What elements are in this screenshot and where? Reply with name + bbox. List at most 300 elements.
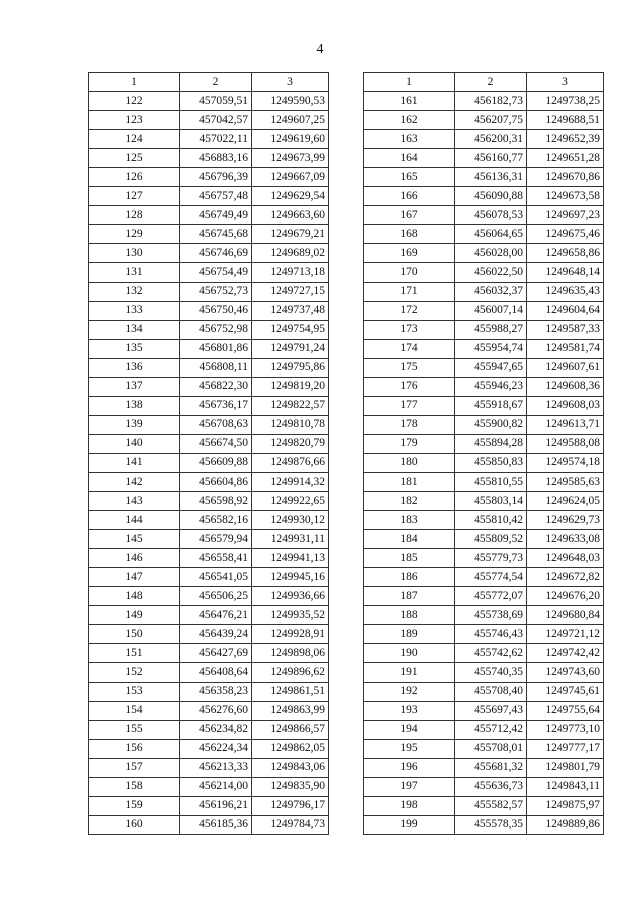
point-number-cell: 193 [364, 701, 455, 720]
table-row [89, 758, 329, 777]
y-coordinate-cell: 1249743,60 [527, 663, 604, 682]
table-row [364, 396, 604, 415]
table-row [89, 282, 329, 301]
x-coordinate-cell: 455772,07 [455, 587, 527, 606]
y-coordinate-cell: 1249648,03 [527, 549, 604, 568]
point-number-cell: 126 [89, 168, 180, 187]
table-row [89, 511, 329, 530]
y-coordinate-cell: 1249843,11 [527, 777, 604, 796]
point-number-cell: 125 [89, 149, 180, 168]
table-row [364, 606, 604, 625]
table-row [364, 549, 604, 568]
x-coordinate-cell: 455809,52 [455, 530, 527, 549]
x-coordinate-cell: 456358,23 [180, 682, 252, 701]
point-number-cell: 167 [364, 206, 455, 225]
x-coordinate-cell: 455774,54 [455, 568, 527, 587]
table-row [89, 149, 329, 168]
point-number-cell: 171 [364, 282, 455, 301]
point-number-cell: 149 [89, 606, 180, 625]
y-coordinate-cell: 1249936,66 [252, 587, 329, 606]
point-number-cell: 157 [89, 758, 180, 777]
column-header-3: 3 [252, 73, 329, 92]
table-row [364, 358, 604, 377]
table-row [89, 549, 329, 568]
y-coordinate-cell: 1249754,95 [252, 320, 329, 339]
table-row [89, 587, 329, 606]
table-row [89, 682, 329, 701]
y-coordinate-cell: 1249861,51 [252, 682, 329, 701]
y-coordinate-cell: 1249663,60 [252, 206, 329, 225]
y-coordinate-cell: 1249801,79 [527, 758, 604, 777]
point-number-cell: 183 [364, 511, 455, 530]
y-coordinate-cell: 1249633,08 [527, 530, 604, 549]
table-row [89, 206, 329, 225]
y-coordinate-cell: 1249795,86 [252, 358, 329, 377]
y-coordinate-cell: 1249791,24 [252, 339, 329, 358]
y-coordinate-cell: 1249688,51 [527, 111, 604, 130]
table-row [364, 701, 604, 720]
x-coordinate-cell: 455582,57 [455, 796, 527, 815]
table-row [364, 149, 604, 168]
point-number-cell: 130 [89, 244, 180, 263]
point-number-cell: 174 [364, 339, 455, 358]
y-coordinate-cell: 1249629,54 [252, 187, 329, 206]
table-row [89, 644, 329, 663]
y-coordinate-cell: 1249658,86 [527, 244, 604, 263]
x-coordinate-cell: 456604,86 [180, 472, 252, 491]
point-number-cell: 196 [364, 758, 455, 777]
y-coordinate-cell: 1249648,14 [527, 263, 604, 282]
table-row [364, 777, 604, 796]
point-number-cell: 162 [364, 111, 455, 130]
point-number-cell: 181 [364, 472, 455, 491]
x-coordinate-cell: 455947,65 [455, 358, 527, 377]
y-coordinate-cell: 1249796,17 [252, 796, 329, 815]
point-number-cell: 148 [89, 587, 180, 606]
table-row [89, 472, 329, 491]
y-coordinate-cell: 1249673,99 [252, 149, 329, 168]
table-row [364, 263, 604, 282]
table-row [364, 130, 604, 149]
table-row [364, 111, 604, 130]
table-row [364, 434, 604, 453]
point-number-cell: 146 [89, 549, 180, 568]
y-coordinate-cell: 1249588,08 [527, 434, 604, 453]
table-row [364, 92, 604, 111]
point-number-cell: 172 [364, 301, 455, 320]
table-row [89, 339, 329, 358]
point-number-cell: 152 [89, 663, 180, 682]
x-coordinate-cell: 456752,73 [180, 282, 252, 301]
point-number-cell: 124 [89, 130, 180, 149]
table-row [89, 168, 329, 187]
y-coordinate-cell: 1249629,73 [527, 511, 604, 530]
x-coordinate-cell: 456213,33 [180, 758, 252, 777]
table-row [89, 453, 329, 472]
point-number-cell: 160 [89, 815, 180, 834]
point-number-cell: 168 [364, 225, 455, 244]
table-row [364, 492, 604, 511]
point-number-cell: 178 [364, 415, 455, 434]
y-coordinate-cell: 1249889,86 [527, 815, 604, 834]
point-number-cell: 180 [364, 453, 455, 472]
point-number-cell: 187 [364, 587, 455, 606]
x-coordinate-cell: 456745,68 [180, 225, 252, 244]
point-number-cell: 122 [89, 92, 180, 111]
table-row [364, 663, 604, 682]
point-number-cell: 150 [89, 625, 180, 644]
x-coordinate-cell: 456185,36 [180, 815, 252, 834]
x-coordinate-cell: 456750,46 [180, 301, 252, 320]
x-coordinate-cell: 455712,42 [455, 720, 527, 739]
point-number-cell: 134 [89, 320, 180, 339]
table-row [364, 758, 604, 777]
x-coordinate-cell: 456609,88 [180, 453, 252, 472]
point-number-cell: 129 [89, 225, 180, 244]
table-row [89, 739, 329, 758]
point-number-cell: 185 [364, 549, 455, 568]
point-number-cell: 182 [364, 492, 455, 511]
x-coordinate-cell: 456476,21 [180, 606, 252, 625]
table-row [89, 568, 329, 587]
point-number-cell: 153 [89, 682, 180, 701]
table-row [89, 377, 329, 396]
x-coordinate-cell: 457042,57 [180, 111, 252, 130]
y-coordinate-cell: 1249876,66 [252, 453, 329, 472]
table-row [89, 358, 329, 377]
y-coordinate-cell: 1249896,62 [252, 663, 329, 682]
table-row [364, 815, 604, 834]
y-coordinate-cell: 1249680,84 [527, 606, 604, 625]
table-row [364, 244, 604, 263]
y-coordinate-cell: 1249676,20 [527, 587, 604, 606]
x-coordinate-cell: 456182,73 [455, 92, 527, 111]
y-coordinate-cell: 1249737,48 [252, 301, 329, 320]
y-coordinate-cell: 1249898,06 [252, 644, 329, 663]
x-coordinate-cell: 456234,82 [180, 720, 252, 739]
y-coordinate-cell: 1249820,79 [252, 434, 329, 453]
y-coordinate-cell: 1249590,53 [252, 92, 329, 111]
y-coordinate-cell: 1249784,73 [252, 815, 329, 834]
point-number-cell: 147 [89, 568, 180, 587]
point-number-cell: 191 [364, 663, 455, 682]
table-row [364, 644, 604, 663]
point-number-cell: 137 [89, 377, 180, 396]
page-number: 4 [316, 42, 324, 57]
y-coordinate-cell: 1249935,52 [252, 606, 329, 625]
table-row [364, 625, 604, 644]
x-coordinate-cell: 456541,05 [180, 568, 252, 587]
point-number-cell: 131 [89, 263, 180, 282]
y-coordinate-cell: 1249697,23 [527, 206, 604, 225]
table-row [89, 225, 329, 244]
point-number-cell: 189 [364, 625, 455, 644]
x-coordinate-cell: 455988,27 [455, 320, 527, 339]
y-coordinate-cell: 1249635,43 [527, 282, 604, 301]
x-coordinate-cell: 456196,21 [180, 796, 252, 815]
x-coordinate-cell: 455738,69 [455, 606, 527, 625]
x-coordinate-cell: 456883,16 [180, 149, 252, 168]
point-number-cell: 132 [89, 282, 180, 301]
point-number-cell: 143 [89, 492, 180, 511]
table-row [89, 187, 329, 206]
point-number-cell: 197 [364, 777, 455, 796]
x-coordinate-cell: 455946,23 [455, 377, 527, 396]
x-coordinate-cell: 456736,17 [180, 396, 252, 415]
table-row [89, 815, 329, 834]
x-coordinate-cell: 456090,88 [455, 187, 527, 206]
y-coordinate-cell: 1249713,18 [252, 263, 329, 282]
point-number-cell: 175 [364, 358, 455, 377]
table-row [364, 206, 604, 225]
x-coordinate-cell: 455810,42 [455, 511, 527, 530]
x-coordinate-cell: 455918,67 [455, 396, 527, 415]
column-header-1: 1 [89, 73, 180, 92]
x-coordinate-cell: 455954,74 [455, 339, 527, 358]
y-coordinate-cell: 1249777,17 [527, 739, 604, 758]
x-coordinate-cell: 455740,35 [455, 663, 527, 682]
table-row [89, 777, 329, 796]
y-coordinate-cell: 1249672,82 [527, 568, 604, 587]
x-coordinate-cell: 456200,31 [455, 130, 527, 149]
x-coordinate-cell: 456160,77 [455, 149, 527, 168]
y-coordinate-cell: 1249742,42 [527, 644, 604, 663]
y-coordinate-cell: 1249773,10 [527, 720, 604, 739]
x-coordinate-cell: 456506,25 [180, 587, 252, 606]
x-coordinate-cell: 456427,69 [180, 644, 252, 663]
table-row [89, 301, 329, 320]
coordinates-table-left [88, 72, 329, 835]
x-coordinate-cell: 457059,51 [180, 92, 252, 111]
y-coordinate-cell: 1249928,91 [252, 625, 329, 644]
y-coordinate-cell: 1249613,71 [527, 415, 604, 434]
point-number-cell: 163 [364, 130, 455, 149]
x-coordinate-cell: 455708,40 [455, 682, 527, 701]
y-coordinate-cell: 1249607,61 [527, 358, 604, 377]
y-coordinate-cell: 1249875,97 [527, 796, 604, 815]
y-coordinate-cell: 1249941,13 [252, 549, 329, 568]
x-coordinate-cell: 456207,75 [455, 111, 527, 130]
table-row [364, 225, 604, 244]
point-number-cell: 177 [364, 396, 455, 415]
y-coordinate-cell: 1249835,90 [252, 777, 329, 796]
y-coordinate-cell: 1249607,25 [252, 111, 329, 130]
y-coordinate-cell: 1249585,63 [527, 472, 604, 491]
table-row [89, 92, 329, 111]
table-row [89, 111, 329, 130]
y-coordinate-cell: 1249745,61 [527, 682, 604, 701]
table-row [89, 130, 329, 149]
point-number-cell: 170 [364, 263, 455, 282]
point-number-cell: 139 [89, 415, 180, 434]
x-coordinate-cell: 456801,86 [180, 339, 252, 358]
table-row [364, 739, 604, 758]
x-coordinate-cell: 455746,43 [455, 625, 527, 644]
table-row [364, 377, 604, 396]
y-coordinate-cell: 1249721,12 [527, 625, 604, 644]
x-coordinate-cell: 455894,28 [455, 434, 527, 453]
point-number-cell: 135 [89, 339, 180, 358]
x-coordinate-cell: 456439,24 [180, 625, 252, 644]
point-number-cell: 166 [364, 187, 455, 206]
y-coordinate-cell: 1249755,64 [527, 701, 604, 720]
x-coordinate-cell: 456822,30 [180, 377, 252, 396]
x-coordinate-cell: 456746,69 [180, 244, 252, 263]
x-coordinate-cell: 456408,64 [180, 663, 252, 682]
y-coordinate-cell: 1249619,60 [252, 130, 329, 149]
y-coordinate-cell: 1249922,65 [252, 492, 329, 511]
x-coordinate-cell: 456752,98 [180, 320, 252, 339]
x-coordinate-cell: 456757,48 [180, 187, 252, 206]
table-row [364, 339, 604, 358]
point-number-cell: 176 [364, 377, 455, 396]
y-coordinate-cell: 1249679,21 [252, 225, 329, 244]
table-row [364, 682, 604, 701]
column-header-2: 2 [180, 73, 252, 92]
column-header-2: 2 [455, 73, 527, 92]
y-coordinate-cell: 1249670,86 [527, 168, 604, 187]
table-row [89, 244, 329, 263]
x-coordinate-cell: 455810,55 [455, 472, 527, 491]
x-coordinate-cell: 456674,50 [180, 434, 252, 453]
x-coordinate-cell: 456749,49 [180, 206, 252, 225]
point-number-cell: 127 [89, 187, 180, 206]
x-coordinate-cell: 455697,43 [455, 701, 527, 720]
y-coordinate-cell: 1249863,99 [252, 701, 329, 720]
table-row [364, 511, 604, 530]
y-coordinate-cell: 1249675,46 [527, 225, 604, 244]
point-number-cell: 144 [89, 511, 180, 530]
y-coordinate-cell: 1249843,06 [252, 758, 329, 777]
y-coordinate-cell: 1249673,58 [527, 187, 604, 206]
header-row [364, 73, 604, 92]
point-number-cell: 199 [364, 815, 455, 834]
table-row [89, 530, 329, 549]
point-number-cell: 140 [89, 434, 180, 453]
point-number-cell: 173 [364, 320, 455, 339]
y-coordinate-cell: 1249727,15 [252, 282, 329, 301]
column-header-3: 3 [527, 73, 604, 92]
x-coordinate-cell: 456579,94 [180, 530, 252, 549]
y-coordinate-cell: 1249689,02 [252, 244, 329, 263]
x-coordinate-cell: 456708,63 [180, 415, 252, 434]
table-row [364, 453, 604, 472]
x-coordinate-cell: 457022,11 [180, 130, 252, 149]
y-coordinate-cell: 1249914,32 [252, 472, 329, 491]
x-coordinate-cell: 456808,11 [180, 358, 252, 377]
table-row [89, 701, 329, 720]
table-row [89, 796, 329, 815]
x-coordinate-cell: 456214,00 [180, 777, 252, 796]
table-row [89, 434, 329, 453]
point-number-cell: 158 [89, 777, 180, 796]
x-coordinate-cell: 456558,41 [180, 549, 252, 568]
table-row [89, 415, 329, 434]
column-header-1: 1 [364, 73, 455, 92]
x-coordinate-cell: 455681,32 [455, 758, 527, 777]
x-coordinate-cell: 455803,14 [455, 492, 527, 511]
y-coordinate-cell: 1249667,09 [252, 168, 329, 187]
point-number-cell: 194 [364, 720, 455, 739]
point-number-cell: 156 [89, 739, 180, 758]
x-coordinate-cell: 456032,37 [455, 282, 527, 301]
y-coordinate-cell: 1249930,12 [252, 511, 329, 530]
table-row [364, 187, 604, 206]
point-number-cell: 145 [89, 530, 180, 549]
table-row [364, 320, 604, 339]
x-coordinate-cell: 456078,53 [455, 206, 527, 225]
point-number-cell: 155 [89, 720, 180, 739]
x-coordinate-cell: 456136,31 [455, 168, 527, 187]
table-row [89, 396, 329, 415]
table-row [364, 415, 604, 434]
y-coordinate-cell: 1249862,05 [252, 739, 329, 758]
y-coordinate-cell: 1249574,18 [527, 453, 604, 472]
table-row [89, 492, 329, 511]
x-coordinate-cell: 456796,39 [180, 168, 252, 187]
coordinates-table-right [363, 72, 604, 835]
table-row [364, 282, 604, 301]
y-coordinate-cell: 1249587,33 [527, 320, 604, 339]
x-coordinate-cell: 455900,82 [455, 415, 527, 434]
y-coordinate-cell: 1249822,57 [252, 396, 329, 415]
x-coordinate-cell: 455636,73 [455, 777, 527, 796]
point-number-cell: 142 [89, 472, 180, 491]
point-number-cell: 151 [89, 644, 180, 663]
y-coordinate-cell: 1249581,74 [527, 339, 604, 358]
x-coordinate-cell: 456022,50 [455, 263, 527, 282]
y-coordinate-cell: 1249810,78 [252, 415, 329, 434]
table-row [89, 720, 329, 739]
table-row [364, 168, 604, 187]
x-coordinate-cell: 456064,65 [455, 225, 527, 244]
x-coordinate-cell: 455850,83 [455, 453, 527, 472]
x-coordinate-cell: 455742,62 [455, 644, 527, 663]
y-coordinate-cell: 1249608,36 [527, 377, 604, 396]
y-coordinate-cell: 1249931,11 [252, 530, 329, 549]
x-coordinate-cell: 456276,60 [180, 701, 252, 720]
y-coordinate-cell: 1249819,20 [252, 377, 329, 396]
point-number-cell: 159 [89, 796, 180, 815]
point-number-cell: 165 [364, 168, 455, 187]
x-coordinate-cell: 455708,01 [455, 739, 527, 758]
table-row [364, 568, 604, 587]
table-row [89, 320, 329, 339]
x-coordinate-cell: 456028,00 [455, 244, 527, 263]
y-coordinate-cell: 1249608,03 [527, 396, 604, 415]
point-number-cell: 136 [89, 358, 180, 377]
point-number-cell: 184 [364, 530, 455, 549]
y-coordinate-cell: 1249866,57 [252, 720, 329, 739]
x-coordinate-cell: 456754,49 [180, 263, 252, 282]
x-coordinate-cell: 456224,34 [180, 739, 252, 758]
point-number-cell: 141 [89, 453, 180, 472]
point-number-cell: 128 [89, 206, 180, 225]
point-number-cell: 161 [364, 92, 455, 111]
point-number-cell: 186 [364, 568, 455, 587]
x-coordinate-cell: 456598,92 [180, 492, 252, 511]
point-number-cell: 133 [89, 301, 180, 320]
table-row [364, 796, 604, 815]
point-number-cell: 123 [89, 111, 180, 130]
point-number-cell: 164 [364, 149, 455, 168]
point-number-cell: 169 [364, 244, 455, 263]
y-coordinate-cell: 1249738,25 [527, 92, 604, 111]
table-row [89, 625, 329, 644]
point-number-cell: 154 [89, 701, 180, 720]
point-number-cell: 188 [364, 606, 455, 625]
y-coordinate-cell: 1249945,16 [252, 568, 329, 587]
